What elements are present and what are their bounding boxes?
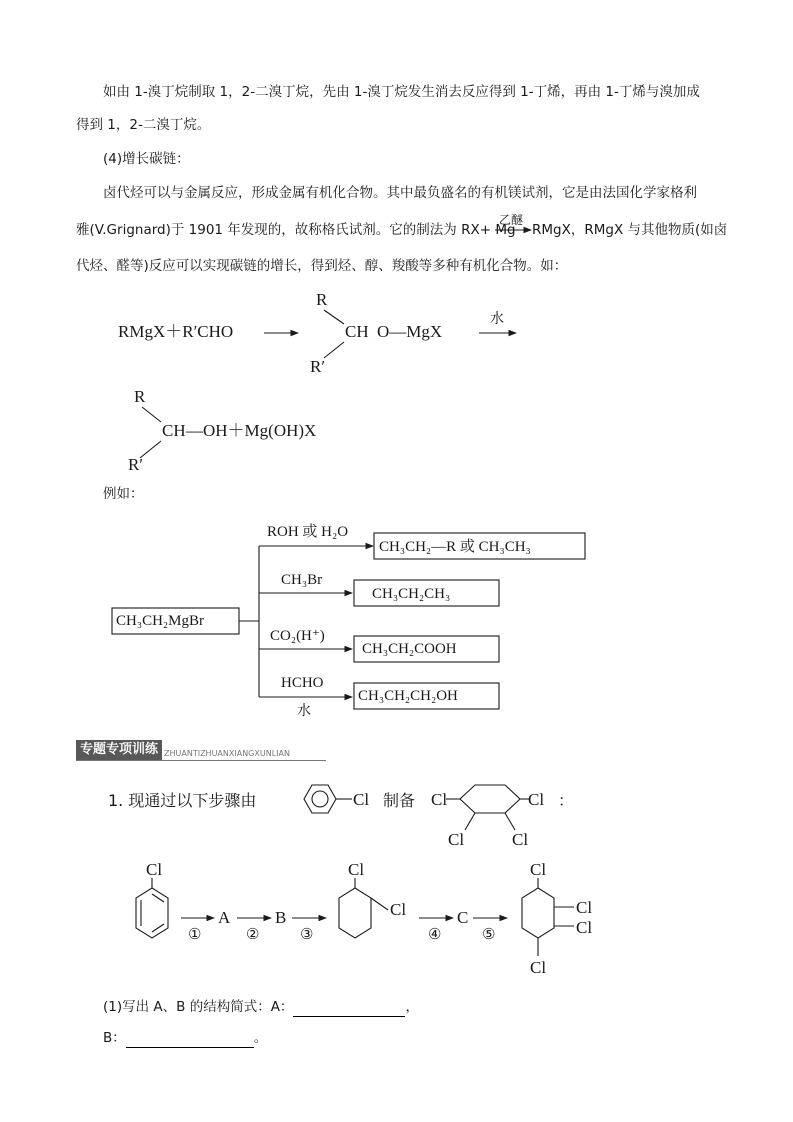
tree-product: CH₃CH₂COOH bbox=[362, 641, 457, 657]
bond-line bbox=[140, 441, 161, 458]
sub-question-text: B： bbox=[103, 1030, 126, 1046]
bond-line bbox=[505, 813, 515, 830]
benzene-ring bbox=[304, 785, 336, 813]
intermediate-a: A bbox=[218, 908, 231, 927]
step-number: ④ bbox=[428, 927, 442, 943]
bond-line bbox=[324, 342, 344, 358]
bond-line bbox=[371, 898, 388, 910]
source-box bbox=[112, 608, 239, 634]
paragraph-line: 雅(V.Grignard)于 1901 年发现的，故称格氏试剂。它的制法为 RX+ Mg bbox=[76, 222, 516, 238]
paragraph-line: RMgX，RMgX 与其他物质(如卤 bbox=[532, 222, 728, 238]
example-label: 例如： bbox=[103, 486, 144, 502]
chlorine-label: Cl bbox=[576, 918, 593, 937]
tree-product: CH₃CH₂—R 或 CH₃CH₃ bbox=[379, 539, 531, 555]
carbon-ch: CH bbox=[162, 421, 186, 440]
product-box bbox=[354, 683, 499, 709]
banner-subtitle: ZHUANTIZHUANXIANGXUNLIAN bbox=[164, 749, 290, 758]
aromatic-inner-bond bbox=[152, 894, 164, 902]
tree-reagent: ROH 或 H₂O bbox=[267, 524, 349, 540]
paragraph-line: 代烃、醛等)反应可以实现碳链的增长，得到烃、醇、羧酸等多种有机化合物。如： bbox=[76, 258, 568, 274]
banner-title: 专题专项训练 bbox=[76, 740, 162, 760]
chlorine-label: Cl bbox=[146, 860, 163, 879]
chlorine-label: Cl bbox=[390, 900, 407, 919]
cyclohexane-ring bbox=[460, 785, 520, 813]
bond-line bbox=[142, 407, 161, 422]
tree-product: CH₃CH₂CH₂OH bbox=[358, 688, 458, 704]
step-number: ③ bbox=[300, 927, 314, 943]
tree-reagent: CO₂(H⁺) bbox=[270, 628, 325, 644]
bond-line bbox=[324, 310, 344, 324]
tree-reagent-below: 水 bbox=[297, 703, 311, 719]
paragraph-line: 如由 1-溴丁烷制取 1，2-二溴丁烷，先由 1-溴丁烷发生消去反应得到 1-丁烯，再由 1-丁烯与溴加成 bbox=[103, 84, 700, 100]
chlorine-label: Cl bbox=[530, 860, 547, 879]
tree-product: CH₃CH₂CH₃ bbox=[372, 586, 451, 602]
cyclohexane-ring bbox=[339, 888, 371, 938]
bond-line bbox=[465, 813, 475, 830]
sub-question-text: (1)写出 A、B 的结构简式：A： bbox=[103, 999, 294, 1015]
chlorine-label: Cl bbox=[512, 830, 529, 849]
chlorine-label: Cl bbox=[431, 790, 448, 809]
carbon-ch: CH bbox=[345, 322, 369, 341]
reaction-products: —OH＋Mg(OH)X bbox=[186, 421, 317, 440]
step-number: ② bbox=[246, 927, 260, 943]
o-mgx-group: O—MgX bbox=[377, 322, 443, 341]
section-heading: (4)增长碳链： bbox=[103, 151, 190, 167]
cyclohexane-ring bbox=[522, 888, 554, 938]
product-box bbox=[374, 533, 585, 559]
chlorine-label: Cl bbox=[530, 958, 547, 977]
tree-reagent: HCHO bbox=[281, 675, 324, 691]
chlorine-label: Cl bbox=[353, 790, 370, 809]
chlorine-label: Cl bbox=[528, 790, 545, 809]
product-box bbox=[354, 580, 499, 606]
substituent-r: R bbox=[316, 290, 328, 309]
condition-label: 乙醚 bbox=[499, 213, 524, 227]
substituent-r: R bbox=[134, 387, 146, 406]
question-stem: ： bbox=[558, 791, 575, 810]
paragraph-line: 卤代烃可以与金属反应，形成金属有机化合物。其中最负盛名的有机镁试剂，它是由法国化学家格利 bbox=[103, 185, 697, 201]
intermediate-b: B bbox=[275, 908, 287, 927]
question-stem: 制备 bbox=[383, 791, 416, 810]
question-stem: 1. 现通过以下步骤由 bbox=[108, 791, 257, 810]
intermediate-c: C bbox=[457, 908, 469, 927]
tree-source: CH₃CH₂MgBr bbox=[116, 613, 204, 629]
chlorine-label: Cl bbox=[348, 860, 365, 879]
substituent-r-prime: R′ bbox=[128, 455, 144, 474]
aromatic-inner-bond bbox=[152, 924, 164, 932]
punctuation: ， bbox=[405, 999, 419, 1015]
step-number: ⑤ bbox=[482, 927, 496, 943]
chlorine-label: Cl bbox=[576, 898, 593, 917]
punctuation: 。 bbox=[253, 1030, 268, 1046]
arrow-label: 水 bbox=[490, 311, 504, 327]
paragraph-line: 得到 1，2-二溴丁烷。 bbox=[76, 117, 211, 133]
substituent-r-prime: R′ bbox=[310, 357, 326, 376]
step-number: ① bbox=[188, 927, 202, 943]
aromatic-circle bbox=[312, 791, 328, 807]
product-box bbox=[354, 636, 499, 662]
tree-reagent: CH₃Br bbox=[281, 572, 323, 588]
chlorine-label: Cl bbox=[448, 830, 465, 849]
reaction-reactants: RMgX＋R′CHO bbox=[118, 322, 234, 341]
